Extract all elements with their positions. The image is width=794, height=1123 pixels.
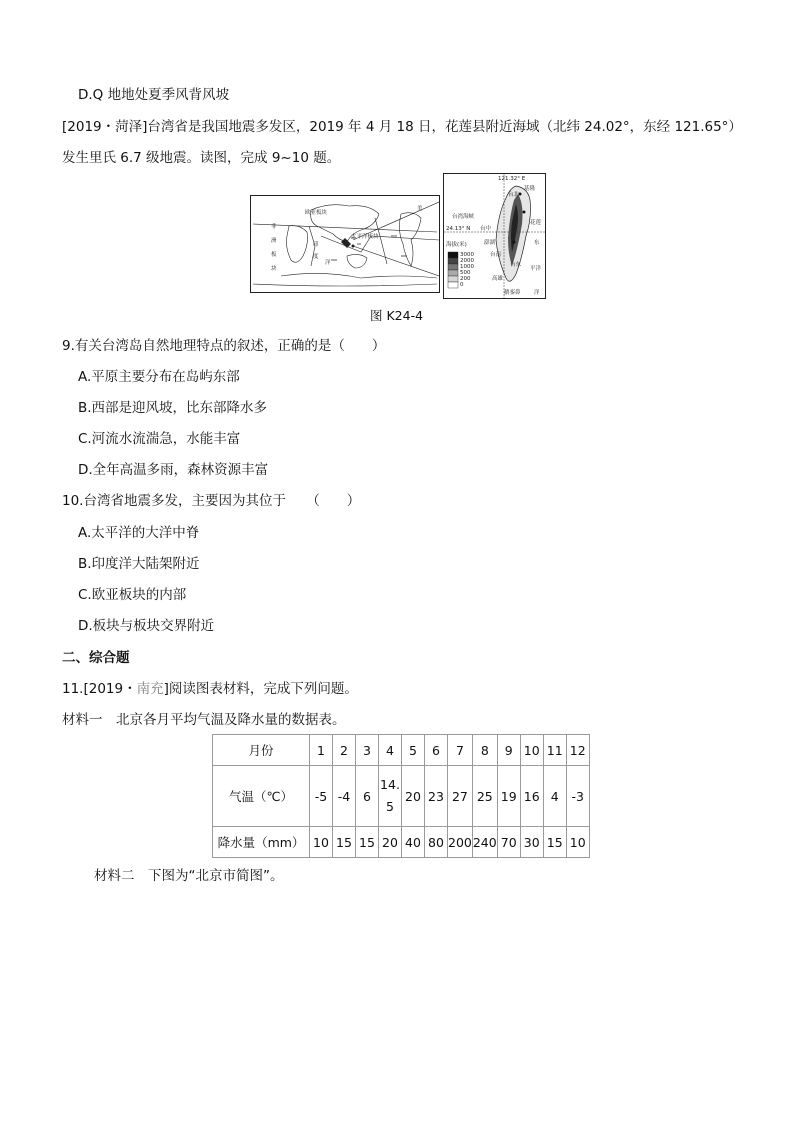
month-cell: 11: [543, 735, 566, 766]
label-keelung: 基隆: [524, 186, 536, 192]
month-cell: 6: [425, 735, 448, 766]
world-plate-map: [250, 195, 440, 293]
label-latitude: 24.13° N: [446, 226, 471, 232]
label-penghu: 澎湖: [484, 240, 496, 246]
temperature-cell: 19: [497, 766, 520, 827]
temperature-cell: 14.5: [379, 766, 402, 827]
label-taitung: 台东: [510, 262, 522, 268]
legend-item-2000: 2000: [460, 258, 474, 264]
taiwan-inset-map: [443, 173, 546, 299]
question-11-prefix: 11.[2019・: [62, 681, 137, 697]
question-11-source: 南充: [136, 681, 164, 697]
table-header-temperature: 气温（℃）: [213, 766, 310, 827]
label-indian-2: 度: [313, 254, 319, 260]
legend-item-0: 0: [460, 282, 464, 288]
label-ocean: 洋: [534, 290, 540, 296]
figure-k24-4: [250, 173, 545, 299]
label-pacific-short: 平洋: [530, 266, 542, 272]
temperature-cell: 20: [402, 766, 425, 827]
label-strait: 台湾海峡: [452, 214, 475, 220]
temperature-cell: 6: [356, 766, 379, 827]
question-9-option-b[interactable]: B.西部是迎风坡，比东部降水多: [78, 400, 268, 416]
label-africa-1: 非: [271, 224, 277, 230]
temperature-cell: -5: [310, 766, 333, 827]
precipitation-cell: 80: [425, 827, 448, 858]
question-10-option-c[interactable]: C.欧亚板块的内部: [78, 587, 187, 603]
label-africa-3: 板: [271, 252, 277, 258]
label-legend-title: 海拔(米): [446, 242, 467, 248]
temperature-cell: -3: [566, 766, 589, 827]
month-cell: 8: [472, 735, 497, 766]
legend-item-200: 200: [460, 276, 471, 282]
world-map-drawing: [251, 196, 439, 292]
legend-item-3000: 3000: [460, 252, 474, 258]
intro-text-line-1: [2019・菏泽]台湾省是我国地震多发区，2019 年 4 月 18 日，花莲县附近海域（北纬 24.02°，东经 121.65°）: [62, 119, 742, 135]
precipitation-cell: 200: [448, 827, 473, 858]
month-cell: 4: [379, 735, 402, 766]
precipitation-cell: 10: [310, 827, 333, 858]
precipitation-cell: 40: [402, 827, 425, 858]
temperature-cell: 4: [543, 766, 566, 827]
question-11-stem: [62, 680, 358, 698]
precipitation-cell: 240: [472, 827, 497, 858]
label-taipei: 台北: [508, 192, 520, 198]
label-taichung: 台中: [480, 226, 492, 232]
precipitation-cell: 70: [497, 827, 520, 858]
month-cell: 1: [310, 735, 333, 766]
figure-caption: 图 K24-4: [370, 308, 424, 323]
label-east: 东: [534, 240, 540, 246]
section-2-title: 二、综合题: [62, 650, 130, 666]
intro-text-line-2: 发生里氏 6.7 级地震。读图，完成 9~10 题。: [62, 150, 341, 166]
label-africa-4: 块: [271, 266, 277, 272]
label-longitude: 121.32° E: [498, 176, 526, 182]
month-cell: 9: [497, 735, 520, 766]
label-hualien: 花莲: [530, 220, 542, 226]
month-cell: 7: [448, 735, 473, 766]
month-cell: 2: [333, 735, 356, 766]
label-pacific-plate: 太平洋板块: [351, 234, 379, 240]
month-cell: 5: [402, 735, 425, 766]
precipitation-cell: 10: [566, 827, 589, 858]
beijing-climate-table: [212, 734, 590, 858]
label-indian-3: 洋: [325, 260, 331, 266]
label-eurasia-plate: 欧亚板块: [305, 210, 328, 216]
temperature-cell: 16: [520, 766, 543, 827]
month-cell: 12: [566, 735, 589, 766]
question-10-option-d[interactable]: D.板块与板块交界附近: [78, 618, 215, 634]
month-cell: 3: [356, 735, 379, 766]
label-africa-2: 洲: [271, 238, 277, 244]
label-america: 美: [417, 206, 423, 212]
previous-option-d: D.Q 地地处夏季风背风坡: [78, 87, 230, 103]
question-9-option-c[interactable]: C.河流水流湍急，水能丰富: [78, 431, 241, 447]
question-9-stem: 9.有关台湾岛自然地理特点的叙述，正确的是（ ）: [62, 338, 386, 354]
question-9-option-d[interactable]: D.全年高温多雨，森林资源丰富: [78, 462, 269, 478]
table-header-month: 月份: [213, 735, 310, 766]
temperature-cell: -4: [333, 766, 356, 827]
precipitation-cell: 30: [520, 827, 543, 858]
label-hengchun: 鹅銮鼻: [504, 290, 521, 296]
label-indian-1: 印: [313, 242, 319, 248]
table-row-month: [213, 735, 590, 766]
precipitation-cell: 20: [379, 827, 402, 858]
legend-item-1000: 1000: [460, 264, 474, 270]
question-10-option-a[interactable]: A.太平洋的大洋中脊: [78, 525, 200, 541]
precipitation-cell: 15: [356, 827, 379, 858]
table-row-temperature: [213, 766, 590, 827]
question-11-suffix: ]阅读图表材料，完成下列问题。: [163, 681, 358, 697]
material-2-text: 材料二 下图为“北京市简图”。: [94, 868, 284, 884]
temperature-cell: 25: [472, 766, 497, 827]
legend-item-500: 500: [460, 270, 471, 276]
table-row-precipitation: [213, 827, 590, 858]
label-tainan: 台南: [490, 252, 502, 258]
precipitation-cell: 15: [543, 827, 566, 858]
material-1-text: 材料一 北京各月平均气温及降水量的数据表。: [62, 712, 346, 728]
question-10-option-b[interactable]: B.印度洋大陆架附近: [78, 556, 200, 572]
precipitation-cell: 15: [333, 827, 356, 858]
temperature-cell: 27: [448, 766, 473, 827]
label-kaohsiung: 高雄: [492, 276, 504, 282]
question-9-option-a[interactable]: A.平原主要分布在岛屿东部: [78, 369, 240, 385]
table-header-precipitation: 降水量（mm）: [213, 827, 310, 858]
question-10-stem: 10.台湾省地震多发，主要因为其位于 （ ）: [62, 493, 361, 509]
temperature-cell: 23: [425, 766, 448, 827]
month-cell: 10: [520, 735, 543, 766]
